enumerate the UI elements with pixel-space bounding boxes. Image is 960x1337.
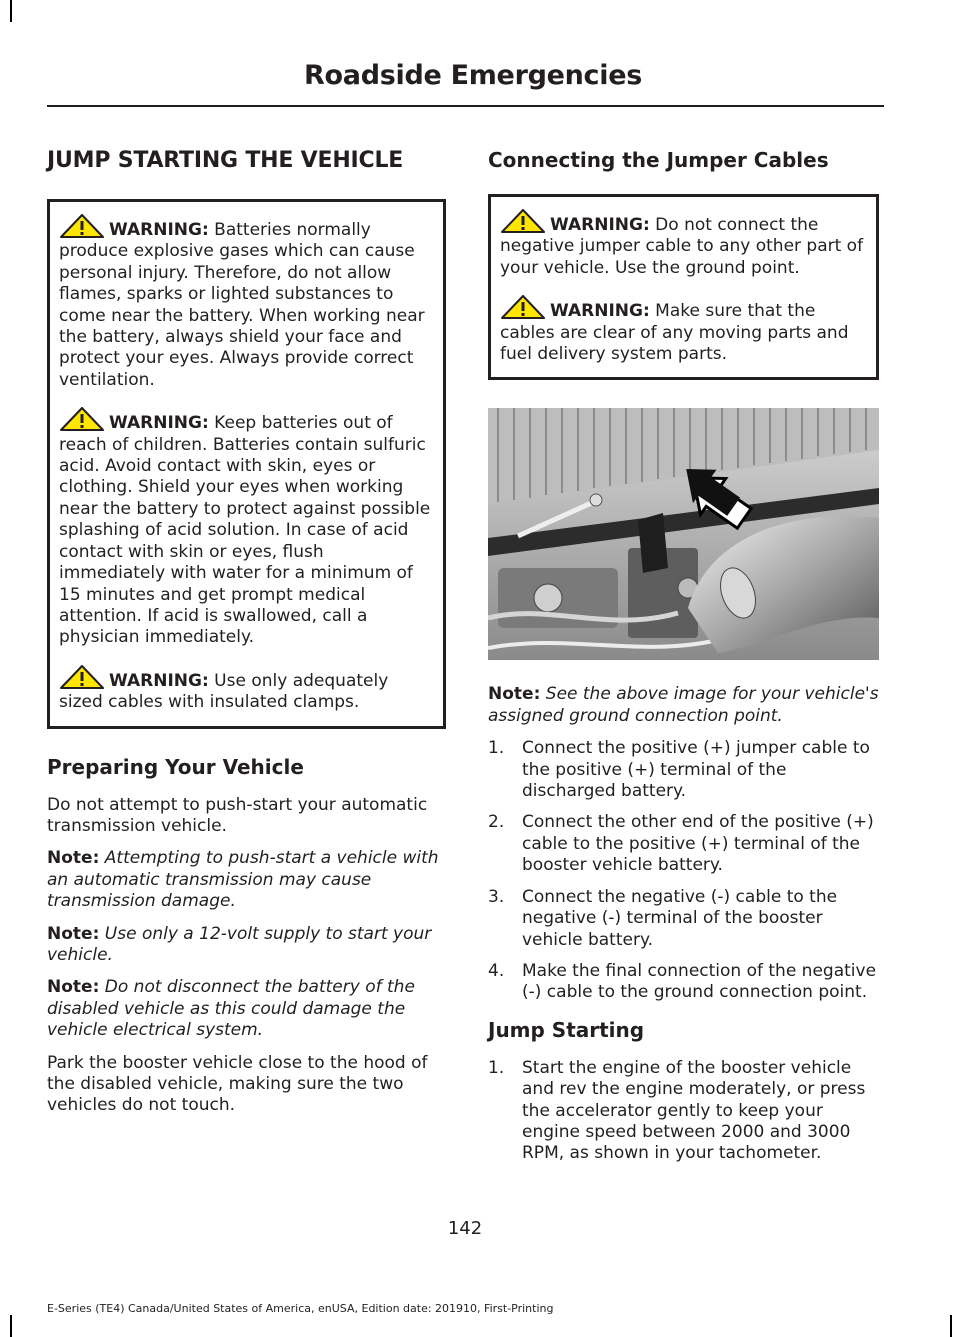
connection-steps-list	[488, 738, 879, 1003]
warning-text: Keep batteries out of reach of children. Batteries contain sulfuric acid. Avoid contact with skin, eyes or clothing. Shield your eyes when working near the battery to protect against possible splashing of acid solution. In case of acid contact with skin or eyes, flush immediately with water for a minimum of 15 minutes and get prompt medical attention. If acid is swallowed, call a physician immediately.	[59, 413, 431, 648]
warning-label: WARNING:	[550, 301, 650, 322]
note-text: Attempting to push-start a vehicle with an automatic transmission may cause transmission damage.	[47, 848, 439, 912]
body-paragraph: Park the booster vehicle close to the hood of the disabled vehicle, making sure the two vehicles do not touch.	[47, 1052, 428, 1116]
footer-edition-info: E-Series (TE4) Canada/United States of America, enUSA, Edition date: 201910, First-Printing	[47, 1302, 554, 1315]
warning-box	[488, 194, 879, 380]
section-title: Jump Starting	[488, 1017, 645, 1042]
note-label: Note:	[488, 684, 541, 705]
note-paragraph	[47, 977, 446, 1041]
warning-text: Make sure that the cables are clear of any moving parts and fuel delivery system parts.	[500, 301, 849, 365]
right-column	[488, 140, 879, 1179]
body-paragraph: Do not attempt to push-start your automatic transmission vehicle.	[47, 794, 428, 836]
warning-triangle-icon	[500, 295, 546, 319]
step-text: Start the engine of the booster vehicle and rev the engine moderately, or press the accelerator gently to keep your engine speed between 2000 and 3000 RPM, as shown in your tachometer.	[522, 1057, 866, 1164]
warning-text: Use only adequately sized cables with insulated clamps.	[59, 670, 389, 713]
step-number: 4.	[488, 960, 505, 981]
warning-box	[47, 199, 446, 729]
warning-triangle-icon	[59, 407, 105, 431]
step-text: Connect the positive (+) jumper cable to the positive (+) terminal of the discharged battery.	[522, 738, 870, 802]
warning-text: Do not connect the negative jumper cable to any other part of your vehicle. Use the ground point.	[500, 215, 864, 278]
section-title: Preparing Your Vehicle	[47, 754, 304, 779]
list-item	[488, 1058, 879, 1165]
list-item	[488, 738, 879, 802]
jump-start-steps-list	[488, 1058, 879, 1165]
note-label: Note:	[47, 848, 100, 869]
warning-triangle-icon	[59, 214, 105, 238]
section-title: Connecting the Jumper Cables	[488, 148, 829, 172]
warning-triangle-icon	[59, 665, 105, 689]
main-heading: JUMP STARTING THE VEHICLE	[47, 148, 404, 173]
warning-item	[59, 214, 435, 391]
header-divider	[47, 105, 884, 107]
warning-label: WARNING:	[109, 413, 209, 434]
warning-item	[500, 295, 868, 365]
crop-mark	[10, 0, 12, 22]
list-item	[488, 812, 879, 876]
page-header-title: Roadside Emergencies	[304, 60, 642, 91]
note-text: Do not disconnect the battery of the disabled vehicle as this could damage the vehicle electrical system.	[47, 977, 415, 1041]
engine-ground-point-illustration	[488, 408, 879, 660]
step-text: Connect the other end of the positive (+) cable to the positive (+) terminal of the booster vehicle battery.	[522, 812, 874, 876]
step-text: Connect the negative (-) cable to the negative (-) terminal of the booster vehicle battery.	[522, 886, 838, 950]
step-number: 1.	[488, 1057, 505, 1078]
warning-item	[59, 665, 435, 714]
note-paragraph	[488, 684, 879, 727]
crop-mark	[10, 1315, 12, 1337]
note-text: Use only a 12-volt supply to start your vehicle.	[47, 923, 432, 965]
crop-mark	[950, 1315, 952, 1337]
step-text: Make the final connection of the negative (-) cable to the ground connection point.	[522, 960, 877, 1003]
warning-text: Batteries normally produce explosive gases which can cause personal injury. Therefore, do not allow flames, sparks or lighted substances to come near the battery. When working near the battery, always shield your face and protect your eyes. Always provide correct ventilation.	[59, 220, 425, 390]
list-item	[488, 887, 879, 951]
warning-item	[500, 209, 868, 279]
note-paragraph	[47, 924, 446, 967]
list-item	[488, 961, 879, 1004]
note-label: Note:	[47, 923, 100, 944]
step-number: 1.	[488, 738, 505, 759]
note-label: Note:	[47, 977, 100, 998]
left-column	[47, 140, 446, 1128]
note-paragraph	[47, 848, 446, 912]
warning-label: WARNING:	[550, 215, 650, 235]
warning-label: WARNING:	[109, 220, 209, 240]
step-number: 3.	[488, 886, 505, 907]
warning-label: WARNING:	[109, 670, 209, 691]
step-number: 2.	[488, 812, 505, 833]
warning-triangle-icon	[500, 209, 546, 233]
note-text: See the above image for your vehicle's assigned ground connection point.	[488, 684, 879, 726]
warning-item	[59, 407, 435, 648]
page-number: 142	[447, 1218, 483, 1239]
